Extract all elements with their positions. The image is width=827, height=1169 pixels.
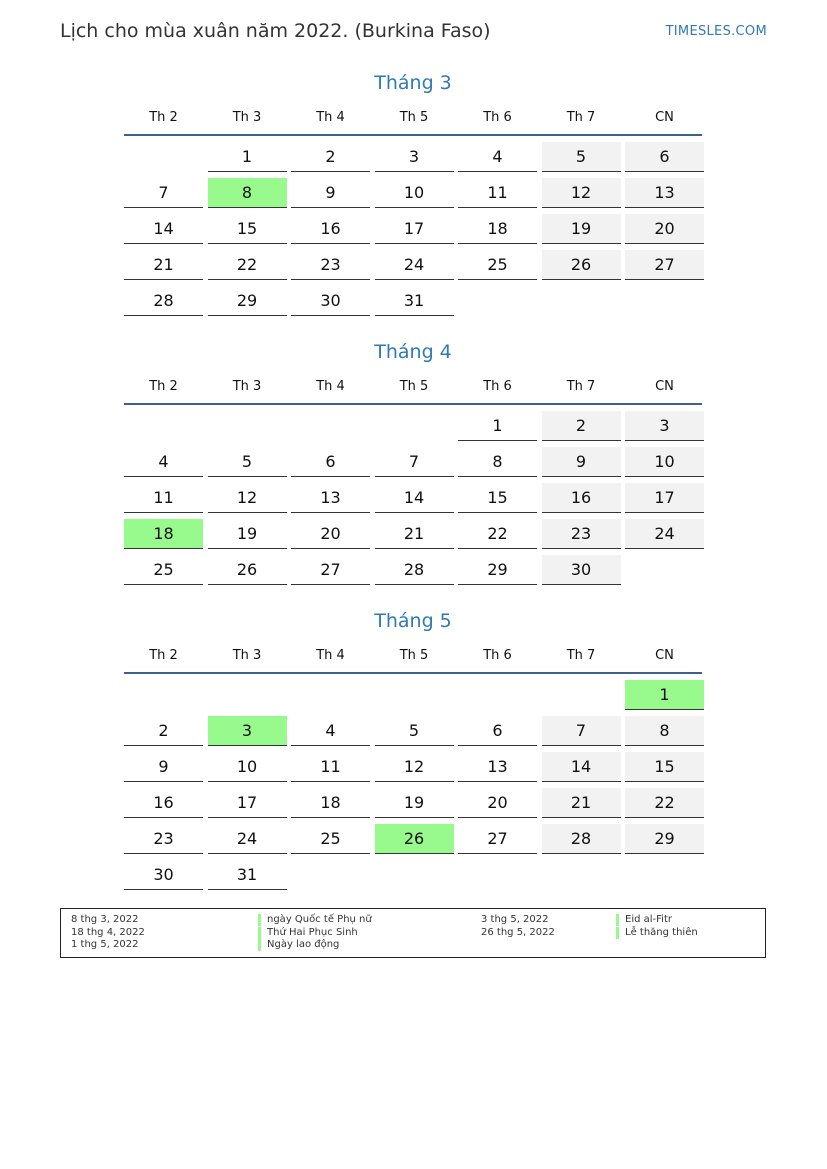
empty-cell (375, 411, 454, 441)
weekday-label: Th 5 (399, 648, 429, 663)
day-cell[interactable]: 18 (291, 788, 370, 818)
day-cell[interactable]: 21 (375, 519, 454, 549)
weekday-label: Th 3 (232, 379, 262, 394)
weekday-label: Th 7 (566, 110, 596, 125)
day-cell[interactable]: 11 (458, 178, 537, 208)
day-cell[interactable]: 5 (542, 142, 621, 172)
weekday-header-row (124, 108, 702, 136)
empty-cell (291, 411, 370, 441)
day-cell[interactable]: 24 (208, 824, 287, 854)
day-cell[interactable]: 12 (542, 178, 621, 208)
day-cell[interactable]: 24 (625, 519, 704, 549)
weekday-label: Th 4 (316, 379, 345, 394)
weekday-label: CN (655, 379, 674, 394)
day-cell[interactable]: 4 (458, 142, 537, 172)
month-april (124, 337, 702, 585)
day-cell[interactable]: 28 (124, 286, 203, 316)
day-cell[interactable]: 29 (625, 824, 704, 854)
day-cell[interactable]: 27 (291, 555, 370, 585)
month-title: Tháng 5 (374, 610, 452, 632)
day-cell[interactable]: 16 (291, 214, 370, 244)
day-cell[interactable]: 17 (375, 214, 454, 244)
day-cell[interactable]: 14 (375, 483, 454, 513)
day-cell[interactable]: 19 (208, 519, 287, 549)
day-cell[interactable]: 6 (458, 716, 537, 746)
weekday-label: Th 7 (566, 379, 596, 394)
day-cell[interactable]: 8 (458, 447, 537, 477)
weekday-label: Th 6 (483, 648, 512, 663)
day-cell[interactable]: 2 (291, 142, 370, 172)
page-title: Lịch cho mùa xuân năm 2022. (Burkina Faso) (60, 20, 491, 42)
day-cell[interactable]: 15 (625, 752, 704, 782)
day-grid (124, 142, 702, 316)
empty-cell (375, 680, 454, 710)
legend-holiday: ngày Quốc tế Phụ nữ (258, 914, 372, 926)
day-cell[interactable]: 27 (625, 250, 704, 280)
weekday-label: Th 7 (566, 648, 596, 663)
day-cell[interactable]: 14 (124, 214, 203, 244)
weekday-label: Th 2 (149, 648, 178, 663)
day-cell[interactable]: 2 (542, 411, 621, 441)
day-grid (124, 680, 702, 890)
day-cell[interactable]: 22 (625, 788, 704, 818)
holiday-day-cell[interactable]: 3 (208, 716, 287, 746)
weekday-label: Th 5 (399, 110, 429, 125)
day-cell[interactable]: 12 (375, 752, 454, 782)
holiday-day-cell[interactable]: 1 (625, 680, 704, 710)
day-cell[interactable]: 7 (124, 178, 203, 208)
day-cell[interactable]: 5 (375, 716, 454, 746)
weekday-label: Th 4 (316, 648, 345, 663)
day-cell[interactable]: 13 (625, 178, 704, 208)
legend-holiday: Lễ thăng thiên (616, 927, 698, 939)
empty-cell (458, 680, 537, 710)
weekday-header-row (124, 377, 702, 405)
day-cell[interactable]: 28 (375, 555, 454, 585)
day-cell[interactable]: 13 (291, 483, 370, 513)
day-cell[interactable]: 31 (375, 286, 454, 316)
day-cell[interactable]: 7 (542, 716, 621, 746)
empty-cell (208, 411, 287, 441)
weekday-label: Th 2 (149, 379, 178, 394)
day-cell[interactable]: 30 (291, 286, 370, 316)
day-cell[interactable]: 8 (625, 716, 704, 746)
day-cell[interactable]: 17 (208, 788, 287, 818)
weekday-label: Th 6 (483, 110, 512, 125)
day-cell[interactable]: 30 (124, 860, 203, 890)
empty-cell (208, 680, 287, 710)
day-cell[interactable]: 15 (458, 483, 537, 513)
day-cell[interactable]: 9 (124, 752, 203, 782)
day-cell[interactable]: 27 (458, 824, 537, 854)
day-cell[interactable]: 5 (208, 447, 287, 477)
site-link[interactable]: TIMESLES.COM (665, 24, 767, 39)
empty-cell (291, 680, 370, 710)
day-cell[interactable]: 16 (542, 483, 621, 513)
day-cell[interactable]: 16 (124, 788, 203, 818)
day-cell[interactable]: 25 (124, 555, 203, 585)
day-cell[interactable]: 10 (208, 752, 287, 782)
legend-date: 26 thg 5, 2022 (481, 927, 555, 938)
holiday-legend (60, 908, 766, 958)
weekday-label: CN (655, 110, 674, 125)
legend-date: 18 thg 4, 2022 (71, 927, 145, 938)
day-cell[interactable]: 13 (458, 752, 537, 782)
day-cell[interactable]: 17 (625, 483, 704, 513)
day-grid (124, 411, 702, 585)
empty-cell (124, 142, 203, 172)
day-cell[interactable]: 22 (208, 250, 287, 280)
weekday-label: CN (655, 648, 674, 663)
day-cell[interactable]: 23 (124, 824, 203, 854)
weekday-label: Th 4 (316, 110, 345, 125)
month-may (124, 606, 702, 890)
day-cell[interactable]: 22 (458, 519, 537, 549)
legend-holiday: Thứ Hai Phục Sinh (258, 927, 358, 939)
weekday-label: Th 3 (232, 648, 262, 663)
weekday-label: Th 5 (399, 379, 429, 394)
month-title: Tháng 4 (374, 341, 452, 363)
day-cell[interactable]: 29 (458, 555, 537, 585)
day-cell[interactable]: 20 (458, 788, 537, 818)
day-cell[interactable]: 26 (542, 250, 621, 280)
weekday-label: Th 6 (483, 379, 512, 394)
day-cell[interactable]: 3 (625, 411, 704, 441)
day-cell[interactable]: 2 (124, 716, 203, 746)
day-cell[interactable]: 26 (208, 555, 287, 585)
day-cell[interactable]: 19 (542, 214, 621, 244)
day-cell[interactable]: 23 (291, 250, 370, 280)
weekday-header-row (124, 646, 702, 674)
day-cell[interactable]: 24 (375, 250, 454, 280)
day-cell[interactable]: 4 (124, 447, 203, 477)
empty-cell (542, 680, 621, 710)
day-cell[interactable]: 31 (208, 860, 287, 890)
day-cell[interactable]: 23 (542, 519, 621, 549)
legend-date: 8 thg 3, 2022 (71, 914, 139, 925)
day-cell[interactable]: 25 (458, 250, 537, 280)
legend-date: 1 thg 5, 2022 (71, 939, 139, 950)
weekday-label: Th 2 (149, 110, 178, 125)
day-cell[interactable]: 19 (375, 788, 454, 818)
day-cell[interactable]: 30 (542, 555, 621, 585)
empty-cell (124, 411, 203, 441)
day-cell[interactable]: 1 (458, 411, 537, 441)
day-cell[interactable]: 20 (291, 519, 370, 549)
day-cell[interactable]: 12 (208, 483, 287, 513)
day-cell[interactable]: 9 (542, 447, 621, 477)
weekday-label: Th 3 (232, 110, 262, 125)
legend-holiday: Eid al-Fitr (616, 914, 672, 926)
day-cell[interactable]: 1 (208, 142, 287, 172)
day-cell[interactable]: 14 (542, 752, 621, 782)
day-cell[interactable]: 6 (291, 447, 370, 477)
day-cell[interactable]: 11 (291, 752, 370, 782)
month-title: Tháng 3 (374, 72, 452, 94)
day-cell[interactable]: 18 (458, 214, 537, 244)
day-cell[interactable]: 3 (375, 142, 454, 172)
day-cell[interactable]: 21 (124, 250, 203, 280)
empty-cell (124, 680, 203, 710)
day-cell[interactable]: 20 (625, 214, 704, 244)
day-cell[interactable]: 7 (375, 447, 454, 477)
day-cell[interactable]: 6 (625, 142, 704, 172)
holiday-day-cell[interactable]: 18 (124, 519, 203, 549)
month-march (124, 68, 702, 316)
day-cell[interactable]: 9 (291, 178, 370, 208)
day-cell[interactable]: 25 (291, 824, 370, 854)
day-cell[interactable]: 10 (625, 447, 704, 477)
day-cell[interactable]: 11 (124, 483, 203, 513)
legend-holiday: Ngày lao động (258, 939, 339, 951)
day-cell[interactable]: 21 (542, 788, 621, 818)
day-cell[interactable]: 28 (542, 824, 621, 854)
holiday-day-cell[interactable]: 8 (208, 178, 287, 208)
day-cell[interactable]: 15 (208, 214, 287, 244)
legend-date: 3 thg 5, 2022 (481, 914, 549, 925)
holiday-day-cell[interactable]: 26 (375, 824, 454, 854)
day-cell[interactable]: 4 (291, 716, 370, 746)
day-cell[interactable]: 29 (208, 286, 287, 316)
day-cell[interactable]: 10 (375, 178, 454, 208)
